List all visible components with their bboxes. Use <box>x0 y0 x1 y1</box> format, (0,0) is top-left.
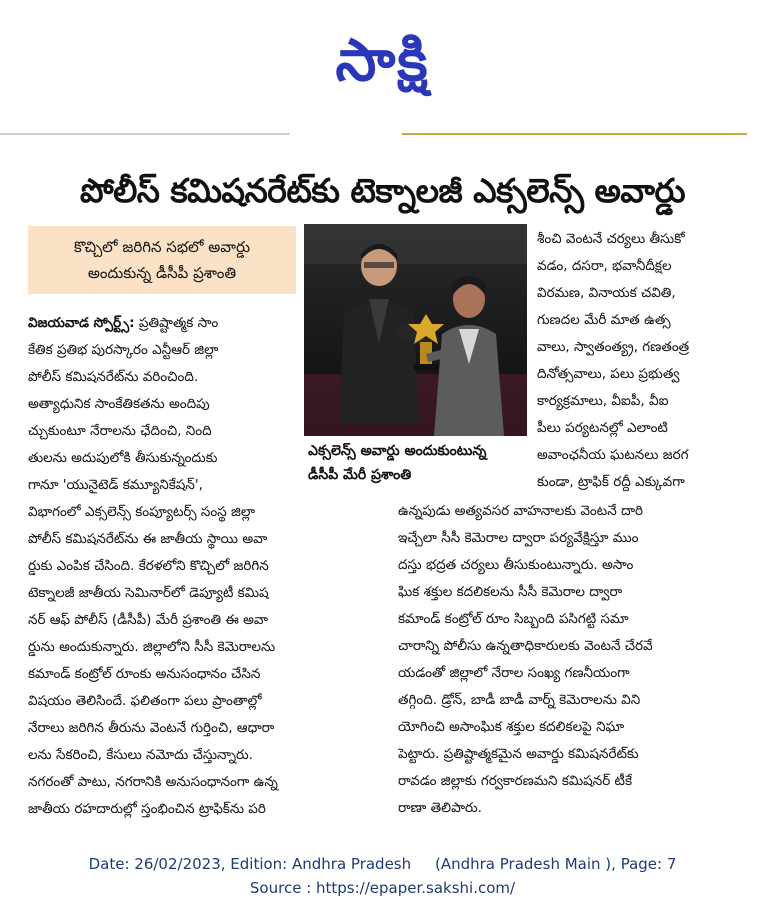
body-line: ఉన్నపుడు అత్యవసర వాహనాలకు వెంటనే దారి <box>398 503 644 519</box>
body-line: విషయం తెలిసిందే. ఫలితంగా పలు ప్రాంతాల్లో <box>28 693 262 709</box>
masthead <box>0 18 765 102</box>
body-line: గుణదల మేరీ మాత ఉత్స <box>537 312 671 328</box>
body-line: లను సేకరించి, కేసులు నమోదు చేస్తున్నారు. <box>28 747 253 763</box>
masthead-rule-left <box>0 133 290 135</box>
body-line: జాతీయ రహదారుల్లో స్తంభించిన ట్రాఫిక్‌ను పరి <box>28 801 266 817</box>
body-line: విరమణ, వినాయక చవితి, <box>537 285 676 301</box>
body-line: రాణా తెలిపారు. <box>398 800 482 816</box>
article-subdeck <box>28 226 296 294</box>
body-line: పోలీస్ కమిషనరేట్‌ను వరించింది. <box>28 369 199 385</box>
body-line: కేతిక ప్రతిభ పురస్కారం ఎన్టీఆర్ జిల్లా <box>28 342 219 358</box>
article-body-right-column-top <box>537 226 747 496</box>
body-line: యడంతో జిల్లాలో నేరాల సంఖ్య గణనీయంగా <box>398 665 630 681</box>
article-headline: పోలీస్ కమిషనరేట్‌కు టెక్నాలజీ ఎక్సలెన్స్ అవార్డు <box>79 171 685 210</box>
body-line: పెట్టారు. ప్రతిష్టాత్మకమైన అవార్డు కమిషనరేట్‌కు <box>398 746 639 762</box>
body-line: గానూ 'యునైటెడ్ కమ్యూనికేషన్', <box>28 477 203 493</box>
body-line: ర్డుకు ఎంపిక చేసింది. కేరళలోని కొచ్చిలో జరిగిన <box>28 558 269 574</box>
body-line: కార్యక్రమాలు, వీఐపీ, వీఐ <box>537 393 669 409</box>
subdeck-line-1: కొచ్చిలో జరిగిన సభలో అవార్డు <box>73 238 251 256</box>
body-line: వడం, దసరా, భవానీదీక్షల <box>537 258 672 274</box>
body-line: నేరాలు జరిగిన తీరును వెంటనే గుర్తించి, ఆధారా <box>28 720 275 736</box>
body-line: నర్ ఆఫ్ పోలీస్ (డీసీపీ) మేరీ ప్రశాంతి ఈ అవా <box>28 612 269 628</box>
body-line: టెక్నాలజీ జాతీయ సెమినార్‌లో డెప్యూటీ కమిష <box>28 585 269 601</box>
body-line: శీంచి వెంటనే చర్యలు తీసుకో <box>537 231 685 247</box>
epaper-footer <box>0 852 765 900</box>
body-line: తులను అదుపులోకి తీసుకున్నందుకు <box>28 450 218 466</box>
subdeck-line-2: అందుకున్న డీసీపీ ప్రశాంతి <box>87 264 237 282</box>
body-line: చ్చుకుంటూ నేరాలను ఛేదించి, నింది <box>28 423 212 439</box>
sakshi-logo: సాక్షి <box>335 26 430 94</box>
article-body-left-column <box>28 310 381 830</box>
photo-caption-line-1: ఎక్సలెన్స్ అవార్డు అందుకుంటున్న <box>308 443 487 459</box>
masthead-rule-right <box>402 133 747 135</box>
body-line: నగరంతో పాటు, నగరానికి అనుసంధానంగా ఉన్న <box>28 774 278 790</box>
body-line: చారాన్ని పోలీసు ఉన్నతాధికారులకు వెంటనే చేరవే <box>398 638 653 654</box>
body-line: వాలు, స్వాతంత్య్ర, గణతంత్ర <box>537 339 690 355</box>
body-line: అవాంఛనీయ ఘటనలు జరగ <box>537 447 689 463</box>
body-line-text: ప్రతిష్టాత్మక సాం <box>134 315 219 331</box>
body-line: అత్యాధునిక సాంకేతికతను అందిపు <box>28 396 210 412</box>
body-line: రావడం జిల్లాకు గర్వకారణమని కమిషనర్ టీకే <box>398 773 633 789</box>
body-line: కమాండ్ కంట్రోల్ రూం సిబ్బంది పసిగట్టి సమా <box>398 611 629 627</box>
body-line: కుండా, ట్రాఫిక్ రద్దీ ఎక్కువగా <box>537 474 685 490</box>
source-link[interactable]: Source : https://epaper.sakshi.com/ <box>249 879 516 897</box>
body-line: ఇచ్చేలా సీసీ కెమెరాల ద్వారా పర్యవేక్షిస్తూ ముం <box>398 530 639 546</box>
body-line: దినోత్సవాలు, పలు ప్రభుత్వ <box>537 366 680 382</box>
body-line: తగ్గింది. డ్రోన్, బాడీ బాడీ వార్న్ కెమెరాలను విని <box>398 692 641 708</box>
body-line: పోలీస్ కమిషనరేట్‌ను ఈ జాతీయ స్థాయి అవా <box>28 531 268 547</box>
body-line: దస్తు భద్రత చర్యలు తీసుకుంటున్నారు. అసాం <box>398 557 634 573</box>
article-dateline: విజయవాడ స్పోర్ట్స్: <box>28 315 135 331</box>
body-line: ఘిక శక్తుల కదలికలను సీసీ కెమెరాల ద్వారా <box>398 584 623 600</box>
body-line <box>28 310 381 337</box>
article-body-right-column-bottom <box>398 498 748 830</box>
edition-info: Date: 26/02/2023, Edition: Andhra Pradesh (Andhra Pradesh Main ), Page: 7 <box>88 855 677 873</box>
body-line: విభాగంలో ఎక్సలెన్స్ కంప్యూటర్స్ సంస్థ జిల్లా <box>28 504 256 520</box>
body-line: యోగించి అసాంఘిక శక్తుల కదలికలపై నిఘా <box>398 719 625 735</box>
photo-caption-line-2: డీసీపీ మేరీ ప్రశాంతి <box>308 467 412 483</box>
body-line: ర్డును అందుకున్నారు. జిల్లాలోని సీసీ కెమెరాలను <box>28 639 276 655</box>
body-line: కమాండ్ కంట్రోల్ రూంకు అనుసంధానం చేసిన <box>28 666 261 682</box>
body-line: పీలు పర్యటనల్లో ఎలాంటి <box>537 420 668 436</box>
